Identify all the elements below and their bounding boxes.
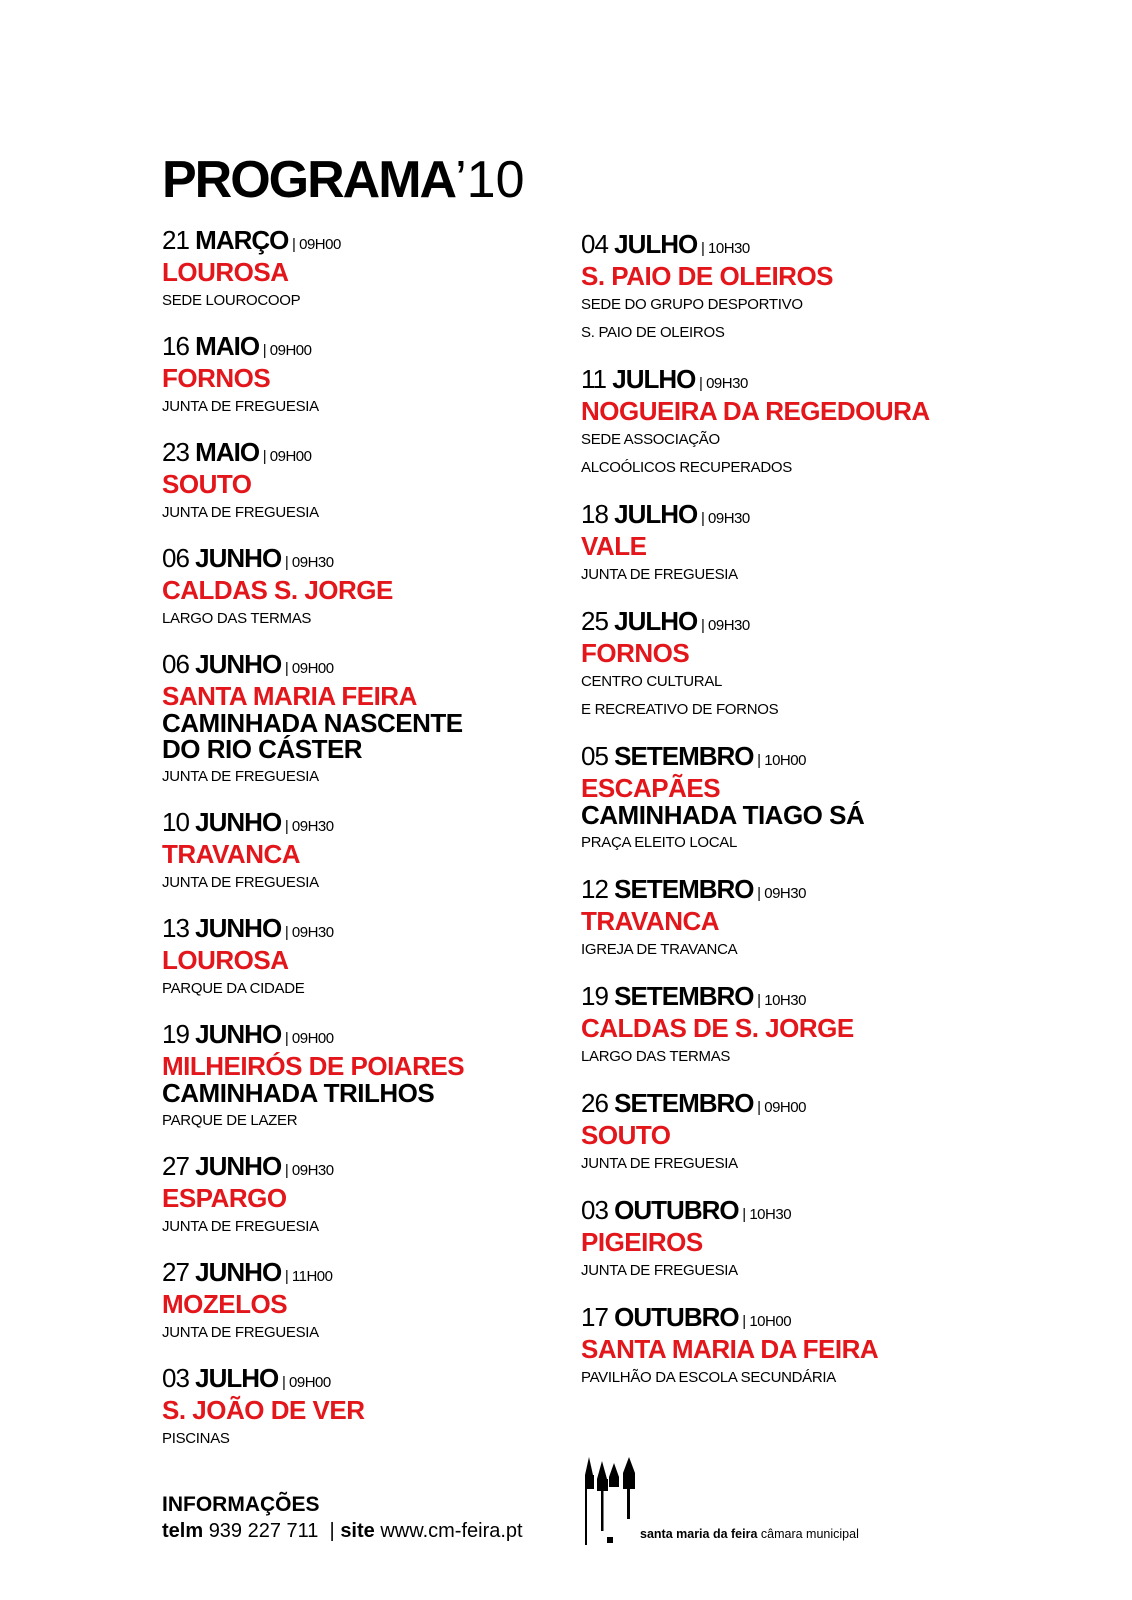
event-place: SANTA MARIA DA FEIRA [581, 1334, 879, 1364]
castle-towers-icon [583, 1455, 645, 1545]
org-name: santa maria da feira [640, 1527, 758, 1541]
event-date: 12 SETEMBRO | 09H30 [581, 874, 806, 904]
event-day: 10 [162, 807, 189, 837]
event-month: MARÇO [195, 225, 289, 255]
event-date: 04 JULHO | 10H30 [581, 229, 750, 259]
event-item [162, 1020, 582, 1134]
event-time: 09H30 [291, 554, 334, 571]
event-date: 23 MAIO | 09H00 [162, 437, 312, 467]
event-item [162, 1152, 582, 1240]
event-time: 10H00 [749, 1313, 792, 1330]
event-subtitle: CAMINHADA NASCENTE DO RIO CÁSTER [162, 708, 463, 764]
right-event-column [581, 230, 1001, 1410]
event-month: OUTUBRO [614, 1302, 739, 1332]
info-title: INFORMAÇÕES [162, 1493, 320, 1516]
event-day: 27 [162, 1257, 189, 1287]
event-time: 11H00 [291, 1268, 333, 1285]
event-day: 19 [162, 1019, 189, 1049]
event-date: 19 SETEMBRO | 10H30 [581, 981, 806, 1011]
event-month: JUNHO [195, 1257, 282, 1287]
event-venue: SEDE ASSOCIAÇÃO [581, 431, 720, 448]
event-day: 18 [581, 499, 608, 529]
event-month: MAIO [195, 331, 260, 361]
event-place: NOGUEIRA DA REGEDOURA [581, 396, 930, 426]
event-date: 06 JUNHO | 09H00 [162, 649, 334, 679]
event-date: 11 JULHO | 09H30 [581, 364, 748, 394]
event-venue: JUNTA DE FREGUESIA [581, 1155, 738, 1172]
event-place: ESCAPÃES [581, 773, 721, 803]
site-link[interactable]: www.cm-feira.pt [380, 1520, 523, 1542]
event-time: 09H00 [299, 236, 341, 253]
event-month: JUNHO [195, 1151, 282, 1181]
event-day: 25 [581, 606, 608, 636]
event-item [162, 226, 582, 314]
event-item [162, 1364, 582, 1452]
event-venue: LARGO DAS TERMAS [581, 1048, 731, 1065]
event-item [162, 544, 582, 632]
event-time: 09H30 [764, 885, 806, 902]
event-item [581, 1089, 1001, 1177]
event-place: S. JOÃO DE VER [162, 1395, 365, 1425]
event-day: 03 [581, 1195, 608, 1225]
event-time: 10H30 [708, 240, 750, 257]
event-date: 03 OUTUBRO | 10H30 [581, 1195, 792, 1225]
event-day: 19 [581, 981, 608, 1011]
event-date: 03 JULHO | 09H00 [162, 1363, 331, 1393]
event-day: 21 [162, 225, 189, 255]
event-day: 05 [581, 741, 608, 771]
event-time: 09H30 [706, 375, 748, 392]
event-time: 10H30 [764, 992, 806, 1009]
event-day: 17 [581, 1302, 608, 1332]
organization-name [640, 1527, 859, 1541]
event-day: 23 [162, 437, 189, 467]
event-time: 09H00 [269, 342, 312, 359]
event-month: SETEMBRO [614, 1088, 754, 1118]
event-date: 19 JUNHO | 09H00 [162, 1019, 334, 1049]
event-venue: PARQUE DE LAZER [162, 1112, 298, 1129]
event-month: JULHO [612, 364, 696, 394]
event-venue: JUNTA DE FREGUESIA [162, 398, 319, 415]
event-place: MILHEIRÓS DE POIARES [162, 1051, 465, 1081]
event-day: 26 [581, 1088, 608, 1118]
event-venue: JUNTA DE FREGUESIA [162, 874, 319, 891]
event-place: LOUROSA [162, 257, 289, 287]
event-item [162, 438, 582, 526]
event-time: 09H30 [291, 924, 334, 941]
phone-number: 939 227 711 [208, 1520, 319, 1542]
contact-line [162, 1518, 523, 1544]
event-item [162, 1258, 582, 1346]
event-date: 27 JUNHO | 09H30 [162, 1151, 334, 1181]
event-venue: JUNTA DE FREGUESIA [162, 504, 319, 521]
event-day: 16 [162, 331, 189, 361]
event-venue: S. PAIO DE OLEIROS [581, 324, 725, 341]
event-date: 17 OUTUBRO | 10H00 [581, 1302, 792, 1332]
event-time: 10H00 [764, 752, 806, 769]
event-venue: PARQUE DA CIDADE [162, 980, 305, 997]
title-main: PROGRAMA [162, 151, 456, 209]
event-venue: E RECREATIVO DE FORNOS [581, 701, 779, 718]
event-date: 06 JUNHO | 09H30 [162, 543, 334, 573]
event-subtitle: CAMINHADA TRILHOS [162, 1078, 435, 1108]
event-date: 16 MAIO | 09H00 [162, 331, 312, 361]
event-item [581, 742, 1001, 856]
event-date: 25 JULHO | 09H30 [581, 606, 750, 636]
event-month: JUNHO [195, 807, 282, 837]
event-time: 09H00 [291, 1030, 334, 1047]
event-date: 21 MARÇO | 09H00 [162, 225, 341, 255]
event-venue: CENTRO CULTURAL [581, 673, 723, 690]
event-day: 03 [162, 1363, 189, 1393]
event-item [581, 500, 1001, 588]
event-item [162, 650, 582, 790]
event-place: TRAVANCA [162, 839, 301, 869]
event-month: JULHO [195, 1363, 279, 1393]
event-day: 12 [581, 874, 608, 904]
event-place: FORNOS [162, 363, 271, 393]
event-venue: JUNTA DE FREGUESIA [581, 1262, 738, 1279]
event-month: JULHO [614, 499, 698, 529]
event-day: 06 [162, 649, 189, 679]
org-type: câmara municipal [760, 1527, 859, 1541]
event-place: CALDAS DE S. JORGE [581, 1013, 854, 1043]
event-place: SOUTO [581, 1120, 671, 1150]
event-place: SANTA MARIA FEIRA [162, 681, 417, 711]
event-time: 09H00 [291, 660, 334, 677]
event-date: 18 JULHO | 09H30 [581, 499, 750, 529]
event-day: 11 [581, 364, 606, 394]
event-place: CALDAS S. JORGE [162, 575, 393, 605]
event-venue: PAVILHÃO DA ESCOLA SECUNDÁRIA [581, 1369, 836, 1386]
event-subtitle: CAMINHADA TIAGO SÁ [581, 800, 865, 830]
event-place: PIGEIROS [581, 1227, 703, 1257]
page-title [162, 150, 525, 210]
event-time: 09H30 [708, 617, 750, 634]
event-item [581, 875, 1001, 963]
event-time: 09H00 [289, 1374, 331, 1391]
event-venue: PRAÇA ELEITO LOCAL [581, 834, 738, 851]
event-place: MOZELOS [162, 1289, 288, 1319]
event-venue: SEDE DO GRUPO DESPORTIVO [581, 296, 803, 313]
event-item [581, 365, 1001, 481]
event-time: 09H30 [291, 1162, 334, 1179]
event-place: VALE [581, 531, 647, 561]
event-month: SETEMBRO [614, 741, 754, 771]
event-venue: SEDE LOUROCOOP [162, 292, 301, 309]
site-label: site [340, 1520, 375, 1542]
event-time: 09H00 [764, 1099, 806, 1116]
event-item [581, 982, 1001, 1070]
event-month: SETEMBRO [614, 981, 754, 1011]
event-time: 09H30 [708, 510, 750, 527]
event-month: JUNHO [195, 913, 282, 943]
event-venue: IGREJA DE TRAVANCA [581, 941, 738, 958]
event-venue: JUNTA DE FREGUESIA [162, 768, 319, 785]
event-time: 09H30 [291, 818, 334, 835]
event-day: 27 [162, 1151, 189, 1181]
event-month: JULHO [614, 229, 698, 259]
event-month: JULHO [614, 606, 698, 636]
event-month: JUNHO [195, 649, 282, 679]
event-day: 06 [162, 543, 189, 573]
phone-label: telm [162, 1520, 204, 1542]
event-date: 13 JUNHO | 09H30 [162, 913, 334, 943]
event-item [162, 808, 582, 896]
event-item [581, 1196, 1001, 1284]
event-time: 10H30 [749, 1206, 792, 1223]
event-month: JUNHO [195, 543, 282, 573]
separator: | [324, 1520, 341, 1542]
event-venue: JUNTA DE FREGUESIA [581, 566, 738, 583]
info-block [162, 1492, 523, 1544]
event-venue: PISCINAS [162, 1430, 230, 1447]
event-place: SOUTO [162, 469, 252, 499]
event-month: MAIO [195, 437, 260, 467]
event-place: FORNOS [581, 638, 690, 668]
event-place: TRAVANCA [581, 906, 720, 936]
event-month: SETEMBRO [614, 874, 754, 904]
event-venue: JUNTA DE FREGUESIA [162, 1324, 319, 1341]
event-place: ESPARGO [162, 1183, 287, 1213]
event-time: 09H00 [269, 448, 312, 465]
event-place: LOUROSA [162, 945, 289, 975]
event-date: 26 SETEMBRO | 09H00 [581, 1088, 806, 1118]
event-day: 04 [581, 229, 608, 259]
event-day: 13 [162, 913, 189, 943]
event-date: 10 JUNHO | 09H30 [162, 807, 334, 837]
event-item [162, 332, 582, 420]
event-item [581, 230, 1001, 346]
title-year: ’10 [455, 151, 525, 209]
event-place: S. PAIO DE OLEIROS [581, 261, 834, 291]
event-item [581, 607, 1001, 723]
event-venue: LARGO DAS TERMAS [162, 610, 312, 627]
left-event-column [162, 226, 582, 1470]
event-venue: ALCOÓLICOS RECUPERADOS [581, 459, 792, 476]
event-venue: JUNTA DE FREGUESIA [162, 1218, 319, 1235]
event-month: JUNHO [195, 1019, 282, 1049]
event-item [162, 914, 582, 1002]
event-date: 27 JUNHO | 11H00 [162, 1257, 333, 1287]
event-month: OUTUBRO [614, 1195, 739, 1225]
event-date: 05 SETEMBRO | 10H00 [581, 741, 806, 771]
event-item [581, 1303, 1001, 1391]
